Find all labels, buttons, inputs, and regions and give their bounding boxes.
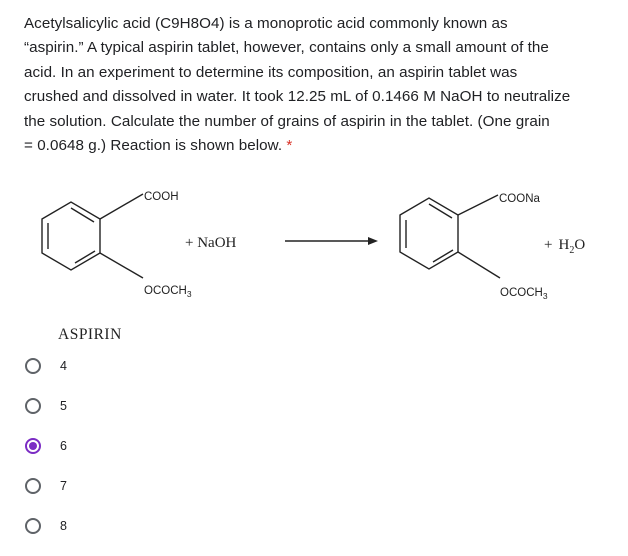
reactant-top-group: COOH <box>144 191 179 203</box>
product-bottom-group-sub: 3 <box>542 291 548 301</box>
product-top-group: COONa <box>499 193 540 205</box>
question-line: Acetylsalicylic acid (C9H8O4) is a monoprotic acid commonly known as <box>24 15 508 32</box>
reagent-label: + NaOH <box>185 235 237 251</box>
byproduct-h: H <box>558 237 570 253</box>
option-5[interactable] <box>24 396 324 436</box>
question-line <box>24 134 618 158</box>
reaction-figure <box>0 170 628 360</box>
option-label: 8 <box>60 519 67 533</box>
question-line: the solution. Calculate the number of grains of aspirin in the tablet. (One grain <box>24 112 550 130</box>
option-8[interactable] <box>24 516 324 556</box>
radio-button[interactable] <box>25 518 41 534</box>
byproduct-label <box>544 237 585 256</box>
radio-button[interactable] <box>25 398 41 414</box>
byproduct-plus: + <box>544 237 553 253</box>
question-line: crushed and dissolved in water. It took 12.25 mL of 0.1466 M NaOH to neutralize <box>24 88 571 106</box>
option-6[interactable] <box>24 436 324 476</box>
reaction-arrow-icon <box>285 237 378 245</box>
option-label: 4 <box>60 359 67 373</box>
reactant-bottom-group <box>144 285 192 299</box>
byproduct-sub: 2 <box>569 245 575 256</box>
product-benzene-ring-icon <box>400 195 500 278</box>
radio-button[interactable] <box>25 478 41 494</box>
question-text <box>24 12 618 158</box>
option-4[interactable] <box>24 356 324 396</box>
question-last-line: = 0.0648 g.) Reaction is shown below. <box>24 137 283 155</box>
question-line: acid. In an experiment to determine its composition, an aspirin tablet was <box>24 63 518 81</box>
option-7[interactable] <box>24 476 324 516</box>
product-bottom-group-main: OCOCH <box>500 287 543 299</box>
reactant-bottom-group-main: OCOCH <box>144 285 187 297</box>
option-label: 7 <box>60 479 67 493</box>
radio-button[interactable] <box>25 358 41 374</box>
byproduct-o: O <box>574 237 586 253</box>
option-label: 5 <box>60 399 67 413</box>
answer-options <box>24 356 324 556</box>
product-bottom-group <box>500 287 548 301</box>
radio-button-selected[interactable] <box>25 438 41 454</box>
question-line: “aspirin.” A typical aspirin tablet, however, contains only a small amount of the <box>24 39 549 57</box>
option-label: 6 <box>60 439 67 453</box>
reaction-diagram <box>0 170 628 360</box>
reactant-benzene-ring-icon <box>42 194 143 278</box>
reactant-bottom-group-sub: 3 <box>186 289 192 299</box>
required-asterisk: * <box>286 137 293 155</box>
reactant-name: ASPIRIN <box>58 326 122 343</box>
